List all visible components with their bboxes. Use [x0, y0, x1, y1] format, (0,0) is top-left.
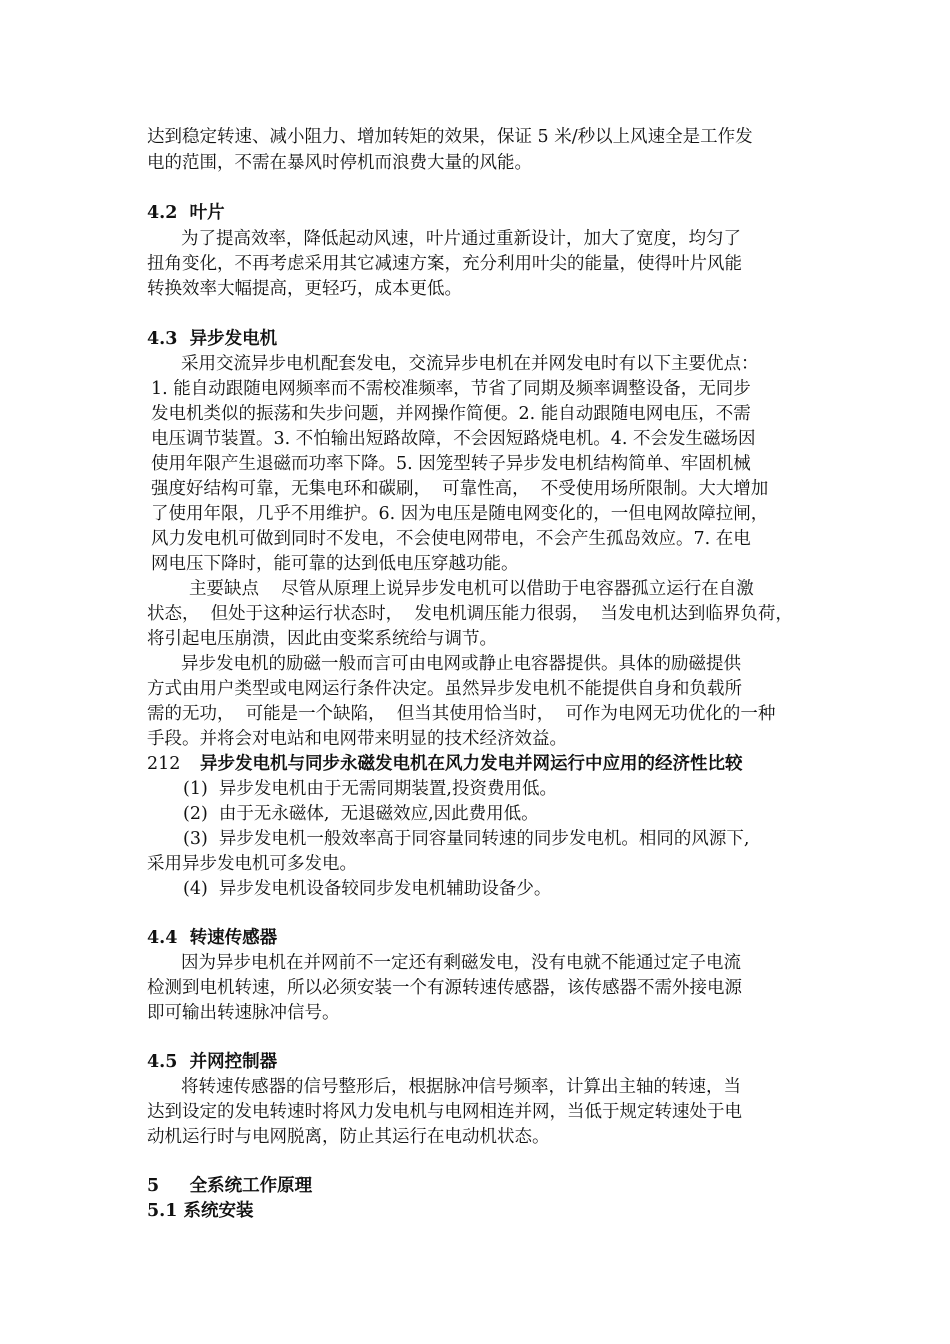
- s43-p1-line: 1. 能自动跟随电网频率而不需校准频率，节省了同期及频率调整设备，无同步: [151, 379, 751, 399]
- s43-p1-line: 网电压下降时，能可靠的达到低电压穿越功能。: [151, 554, 519, 574]
- s43-p1-line: 了使用年限，几乎不用维护。6. 因为电压是随电网变化的，一但电网故障拉闸，: [151, 504, 769, 524]
- s43-p2-line: 主要缺点 尽管从原理上说异步发电机可以借助于电容器孤立运行在自激: [189, 579, 754, 599]
- heading-4-2: 4.2 叶片: [147, 203, 225, 223]
- s45-line-2: 达到设定的发电转速时将风力发电机与电网相连并网，当低于规定转速处于电: [147, 1102, 742, 1122]
- s42-line-3: 转换效率大幅提高，更轻巧，成本更低。: [147, 279, 462, 299]
- comparison-item: (4) 异步发电机设备较同步发电机辅助设备少。: [183, 879, 552, 899]
- heading-212-number: 212: [147, 754, 181, 774]
- s44-line-1: 因为异步电机在并网前不一定还有剩磁发电，没有电就不能通过定子电流: [181, 953, 741, 973]
- s45-line-3: 动机运行时与电网脱离，防止其运行在电动机状态。: [147, 1127, 550, 1147]
- comparison-item: (2) 由于无永磁体, 无退磁效应,因此费用低。: [183, 804, 539, 824]
- s43-p2-line: 状态， 但处于这种运行状态时， 发电机调压能力很弱， 当发电机达到临界负荷，: [147, 604, 793, 624]
- heading-4-4: 4.4 转速传感器: [147, 928, 278, 948]
- s45-line-1: 将转速传感器的信号整形后，根据脉冲信号频率，计算出主轴的转速，当: [181, 1077, 741, 1097]
- comparison-item: (3) 异步发电机一般效率高于同容量同转速的同步发电机。相同的风源下,: [183, 829, 750, 849]
- s43-p3-line: 方式由用户类型或电网运行条件决定。虽然异步发电机不能提供自身和负载所: [147, 679, 742, 699]
- s43-p3-line: 需的无功， 可能是一个缺陷， 但当其使用恰当时， 可作为电网无功优化的一种: [147, 704, 776, 724]
- comparison-item: (1) 异步发电机由于无需同期装置,投资费用低。: [183, 779, 557, 799]
- heading-4-3: 4.3 异步发电机: [147, 329, 278, 349]
- intro-line-1: 达到稳定转速、减小阻力、增加转矩的效果，保证 5 米/秒以上风速全是工作发: [147, 127, 753, 147]
- s43-p1-line: 使用年限产生退磁而功率下降。5. 因笼型转子异步发电机结构简单、牢固机械: [151, 454, 751, 474]
- s43-p1-line: 采用交流异步电机配套发电，交流异步电机在并网发电时有以下主要优点：: [181, 354, 759, 374]
- s43-p3-line: 异步发电机的励磁一般而言可由电网或静止电容器提供。具体的励磁提供: [181, 654, 741, 674]
- s44-line-3: 即可输出转速脉冲信号。: [147, 1003, 340, 1023]
- s43-p1-line: 电压调节装置。3. 不怕输出短路故障，不会因短路烧电机。4. 不会发生磁场因: [151, 429, 756, 449]
- heading-212-title: 异步发电机与同步永磁发电机在风力发电并网运行中应用的经济性比较: [200, 754, 743, 774]
- s42-line-1: 为了提高效率，降低起动风速，叶片通过重新设计，加大了宽度，均匀了: [181, 229, 741, 249]
- s43-p1-line: 风力发电机可做到同时不发电，不会使电网带电，不会产生孤岛效应。7. 在电: [151, 529, 751, 549]
- s43-p1-line: 发电机类似的振荡和失步问题，并网操作简便。2. 能自动跟随电网电压，不需: [151, 404, 751, 424]
- intro-line-2: 电的范围，不需在暴风时停机而浪费大量的风能。: [147, 153, 532, 173]
- s44-line-2: 检测到电机转速，所以必须安装一个有源转速传感器，该传感器不需外接电源: [147, 978, 742, 998]
- heading-5-1: 5.1 系统安装: [147, 1201, 254, 1221]
- heading-4-5: 4.5 并网控制器: [147, 1052, 278, 1072]
- heading-5: 5 全系统工作原理: [147, 1176, 313, 1196]
- s43-p1-line: 强度好结构可靠，无集电环和碳刷， 可靠性高， 不受使用场所限制。大大增加: [151, 479, 769, 499]
- s43-p3-line: 手段。并将会对电站和电网带来明显的技术经济效益。: [147, 729, 567, 749]
- s43-p2-line: 将引起电压崩溃，因此由变桨系统给与调节。: [147, 629, 497, 649]
- comparison-item-continued: 采用异步发电机可多发电。: [147, 854, 357, 874]
- s42-line-2: 扭角变化，不再考虑采用其它减速方案，充分利用叶尖的能量，使得叶片风能: [147, 254, 742, 274]
